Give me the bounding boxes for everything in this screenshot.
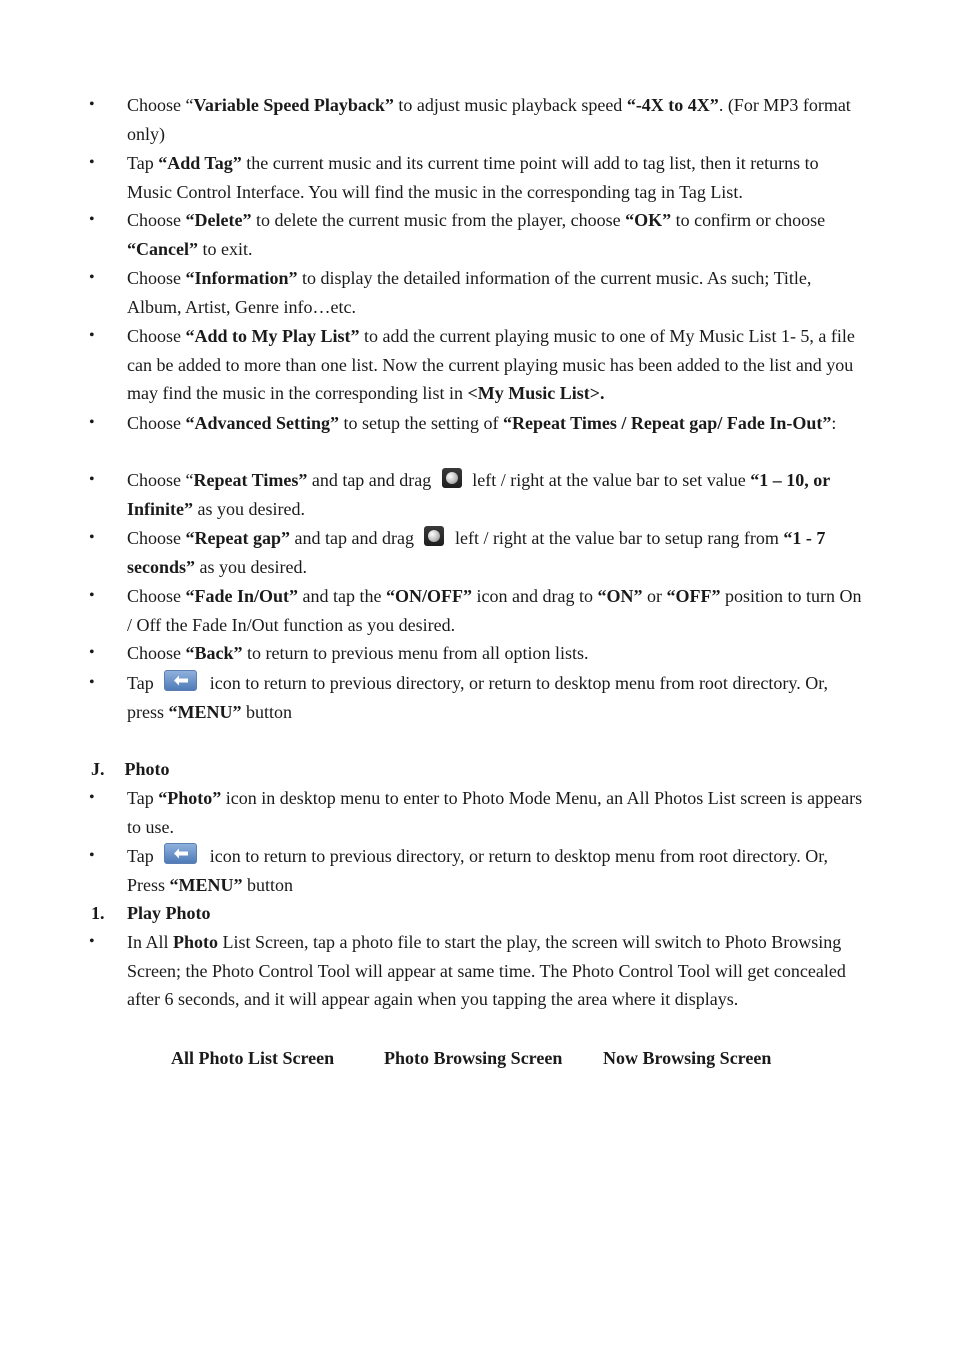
list-item-advanced-setting: Choose “Advanced Setting” to setup the setting of “Repeat Times / Repeat gap/ Fade In-Out”: [127, 413, 837, 433]
bullet-marker: • [89, 269, 95, 286]
list-item-repeat-gap: Choose “Repeat gap” and tap and drag left / right at the value bar to setup rang from “1 - 7 seconds” as you desired. [127, 528, 826, 577]
bullet-marker: • [89, 154, 95, 171]
bullet-marker: • [89, 644, 95, 661]
list-item-add-tag: Tap “Add Tag” the current music and its current time point will add to tag list, then it returns to Music Control Interface. You will find the music in the corresponding tag in Tag List. [127, 153, 819, 202]
bullet-marker: • [89, 211, 95, 228]
list-item-fade-in-out: Choose “Fade In/Out” and tap the “ON/OFF” icon and drag to “ON” or “OFF” position to turn On / Off the Fade In/Out function as you desired. [127, 586, 862, 635]
slider-knob-icon [424, 526, 444, 546]
back-arrow-icon [164, 670, 197, 691]
list-item-tap-back-icon: Tap icon to return to previous directory, or return to desktop menu from root directory. Or, press “MENU” button [127, 669, 867, 726]
list-item-back: Choose “Back” to return to previous menu from all option lists. [127, 643, 589, 663]
list-item-repeat-times: Choose “Repeat Times” and tap and drag left / right at the value bar to set value “1 – 10, or Infinite” as you desired. [127, 470, 830, 519]
list-item-photo-back-icon: Tap icon to return to previous directory, or return to desktop menu from root directory. Or, Press “MENU” button [127, 842, 867, 899]
back-arrow-icon [164, 843, 197, 864]
bullet-marker: • [89, 847, 95, 864]
slider-knob-icon [442, 468, 462, 488]
caption-photo-browsing: Photo Browsing Screen [384, 1048, 563, 1068]
bullet-marker: • [89, 789, 95, 806]
bullet-marker: • [89, 674, 95, 691]
bullet-marker: • [89, 587, 95, 604]
caption-now-browsing: Now Browsing Screen [603, 1048, 772, 1068]
list-item-play-photo: In All Photo List Screen, tap a photo file to start the play, the screen will switch to Photo Browsing Screen; the Photo Control Tool will appear at same time. The Photo Control Tool will get concealed after 6 seconds, and it will appear again when you tapping the area where it displays. [127, 932, 846, 1010]
bullet-marker: • [89, 933, 95, 950]
list-item-delete: Choose “Delete” to delete the current music from the player, choose “OK” to confirm or choose “Cancel” to exit. [127, 210, 826, 259]
subsection-number: 1. [91, 903, 105, 923]
list-item-information: Choose “Information” to display the detailed information of the current music. As such; Title, Album, Artist, Genre info…etc. [127, 268, 812, 317]
section-heading-photo: J. Photo [91, 759, 170, 779]
caption-all-photo-list: All Photo List Screen [171, 1048, 335, 1068]
bullet-marker: • [89, 471, 95, 488]
list-item-variable-speed: Choose “Variable Speed Playback” to adjust music playback speed “-4X to 4X”. (For MP3 format only) [127, 95, 851, 144]
list-item-photo-icon: Tap “Photo” icon in desktop menu to enter to Photo Mode Menu, an All Photos List screen is appears to use. [127, 788, 863, 837]
bullet-marker: • [89, 529, 95, 546]
list-item-add-to-play-list: Choose “Add to My Play List” to add the current playing music to one of My Music List 1- 5, a file can be added to more than one list. Now the current playing music has been added to the list and you may find the music in the corresponding list in <My Music List>. [127, 326, 855, 404]
bullet-marker: • [89, 96, 95, 113]
subsection-title-play-photo: Play Photo [127, 903, 211, 923]
bullet-marker: • [89, 327, 95, 344]
bullet-marker: • [89, 414, 95, 431]
